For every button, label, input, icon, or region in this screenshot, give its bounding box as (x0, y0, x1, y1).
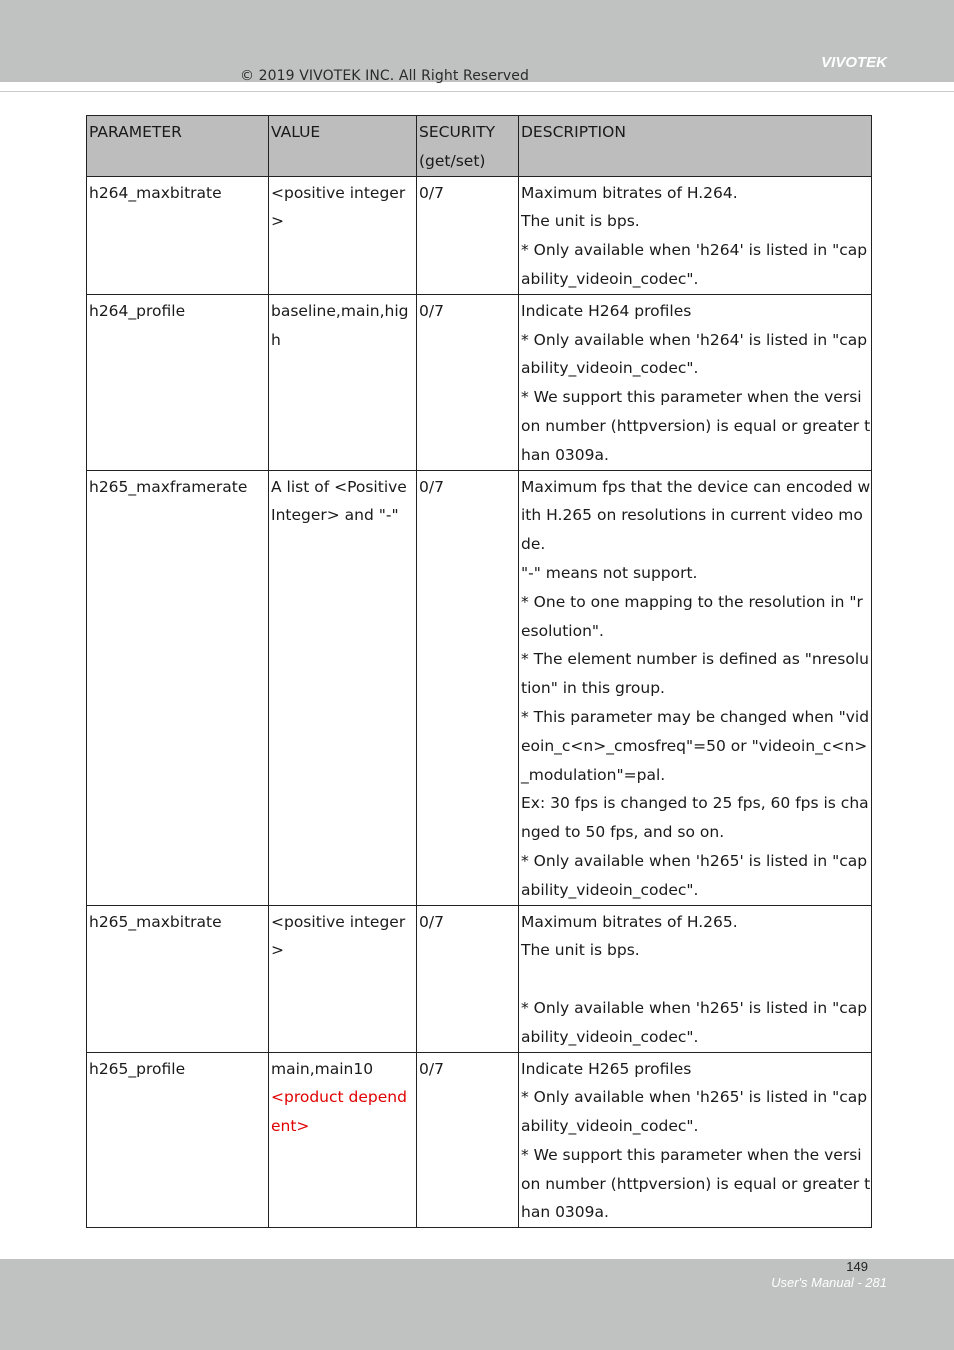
table-row (87, 905, 872, 1052)
security-level: 0/7 (419, 1059, 444, 1078)
description-line: The unit is bps. (521, 941, 640, 960)
value-cell (269, 294, 417, 470)
security-level: 0/7 (419, 183, 444, 202)
value-text: <positive integer> (271, 183, 406, 231)
description-line: * Only available when 'h265' is listed in "capability_videoin_codec". (521, 998, 868, 1046)
brand-logo-text: VIVOTEK (821, 54, 887, 71)
value-text: <positive integer> (271, 912, 406, 960)
parameter-name: h264_profile (89, 301, 186, 320)
table-header-row (87, 116, 872, 177)
page-footer-band (0, 1259, 954, 1350)
description-line: * One to one mapping to the resolution in "resolution". (521, 592, 863, 640)
parameter-cell (87, 905, 269, 1052)
header-divider (0, 91, 954, 92)
value-text: main,main10 (271, 1059, 374, 1078)
header-security-line: (get/set) (419, 151, 486, 170)
description-line: "-" means not support. (521, 563, 698, 582)
description-line: The unit is bps. (521, 212, 640, 231)
parameter-cell (87, 1052, 269, 1228)
parameter-cell (87, 470, 269, 905)
security-cell (417, 470, 519, 905)
security-level: 0/7 (419, 301, 444, 320)
header-description: DESCRIPTION (519, 116, 872, 177)
value-text: A list of <Positive Integer> and "-" (271, 477, 407, 525)
table-row (87, 470, 872, 905)
parameter-name: h265_maxbitrate (89, 912, 222, 931)
parameter-cell (87, 294, 269, 470)
description-line: * Only available when 'h264' is listed in "capability_videoin_codec". (521, 330, 868, 378)
value-cell (269, 470, 417, 905)
security-cell (417, 294, 519, 470)
description-line: Maximum bitrates of H.264. (521, 183, 738, 202)
security-level: 0/7 (419, 477, 444, 496)
table-row (87, 1052, 872, 1228)
value-text: baseline,main,high (271, 301, 409, 349)
description-line: * Only available when 'h264' is listed in "capability_videoin_codec". (521, 241, 868, 288)
value-note: <product dependent> (271, 1088, 407, 1136)
description-line: * We support this parameter when the version number (httpversion) is equal or greater than 0309a. (521, 388, 871, 464)
header-security-line: SECURITY (419, 123, 496, 141)
parameter-name: h265_profile (89, 1059, 186, 1078)
description-line (521, 965, 871, 994)
description-line: Maximum fps that the device can encoded with H.265 on resolutions in current video mode. (521, 477, 871, 554)
description-cell (519, 176, 872, 294)
parameter-name: h265_maxframerate (89, 477, 248, 496)
description-line: * Only available when 'h265' is listed in "capability_videoin_codec". (521, 1088, 868, 1136)
parameter-name: h264_maxbitrate (89, 183, 222, 202)
description-line: * We support this parameter when the version number (httpversion) is equal or greater than 0309a. (521, 1145, 871, 1222)
value-cell (269, 905, 417, 1052)
description-line: Indicate H265 profiles (521, 1059, 692, 1078)
copyright-text: © 2019 VIVOTEK INC. All Right Reserved (240, 68, 529, 84)
page-number: 149 (846, 1259, 868, 1274)
security-level: 0/7 (419, 912, 444, 931)
table-body (87, 176, 872, 1228)
description-line: Ex: 30 fps is changed to 25 fps, 60 fps is changed to 50 fps, and so on. (521, 794, 869, 842)
description-cell (519, 905, 872, 1052)
description-line: * Only available when 'h265' is listed in "capability_videoin_codec". (521, 851, 868, 899)
description-line: * The element number is defined as "nresolution" in this group. (521, 650, 869, 698)
table-row (87, 294, 872, 470)
table-row (87, 176, 872, 294)
header-value: VALUE (269, 116, 417, 177)
description-line: Maximum bitrates of H.265. (521, 912, 738, 931)
header-security (417, 116, 519, 177)
security-cell (417, 176, 519, 294)
security-cell (417, 905, 519, 1052)
description-cell (519, 294, 872, 470)
value-cell (269, 1052, 417, 1228)
description-line: Indicate H264 profiles (521, 301, 692, 320)
description-cell (519, 1052, 872, 1228)
header-parameter: PARAMETER (87, 116, 269, 177)
security-cell (417, 1052, 519, 1228)
value-cell (269, 176, 417, 294)
parameter-table (86, 115, 872, 1228)
parameter-cell (87, 176, 269, 294)
manual-page-label: User's Manual - 281 (771, 1275, 887, 1290)
description-line: * This parameter may be changed when "videoin_c<n>_cmosfreq"=50 or "videoin_c<n>_modulation"=pal. (521, 707, 870, 784)
description-cell (519, 470, 872, 905)
